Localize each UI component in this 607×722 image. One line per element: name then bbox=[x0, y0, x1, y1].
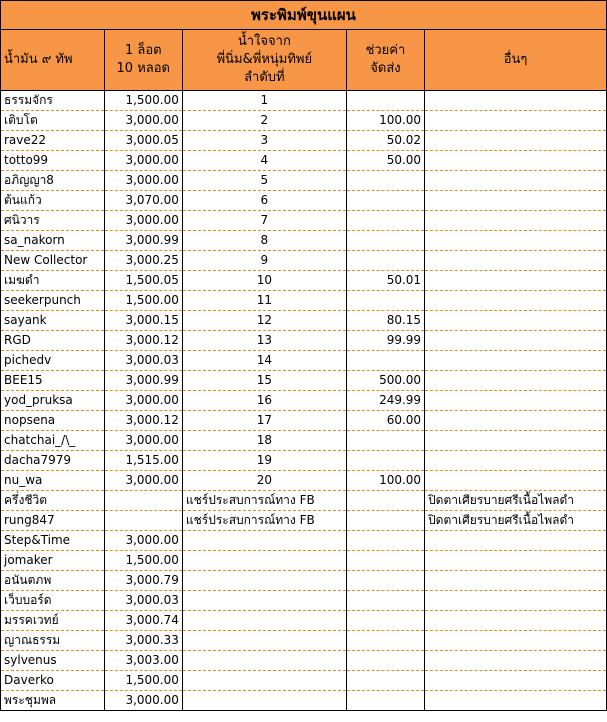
cell-name[interactable]: totto99 bbox=[1, 151, 105, 171]
cell-name[interactable]: เมฆดำ bbox=[1, 271, 105, 291]
table-row bbox=[1, 591, 607, 611]
cell-other[interactable] bbox=[425, 351, 607, 371]
cell-price[interactable]: 3,000.79 bbox=[104, 571, 182, 591]
cell-ship[interactable]: 80.15 bbox=[346, 311, 424, 331]
cell-price[interactable]: 3,000.00 bbox=[104, 471, 182, 491]
cell-price[interactable]: 3,000.99 bbox=[104, 231, 182, 251]
cell-order[interactable]: 17 bbox=[182, 411, 346, 431]
cell-ship[interactable] bbox=[346, 611, 424, 631]
cell-price[interactable]: 3,000.05 bbox=[104, 131, 182, 151]
table-row bbox=[1, 511, 607, 531]
cell-other[interactable] bbox=[425, 91, 607, 111]
header-price[interactable] bbox=[104, 30, 182, 91]
cell-price[interactable]: 3,000.33 bbox=[104, 631, 182, 651]
cell-price[interactable]: 3,000.03 bbox=[104, 351, 182, 371]
cell-price[interactable]: 3,000.00 bbox=[104, 211, 182, 231]
table-row bbox=[1, 471, 607, 491]
cell-price[interactable]: 3,000.74 bbox=[104, 611, 182, 631]
cell-order[interactable]: 1 bbox=[182, 91, 346, 111]
table-row bbox=[1, 191, 607, 211]
table-row bbox=[1, 291, 607, 311]
header-ship[interactable] bbox=[346, 30, 424, 91]
cell-order[interactable]: 13 bbox=[182, 331, 346, 351]
cell-order[interactable]: 15 bbox=[182, 371, 346, 391]
cell-order[interactable]: 12 bbox=[182, 311, 346, 331]
cell-ship[interactable] bbox=[346, 171, 424, 191]
cell-order[interactable]: 2 bbox=[182, 111, 346, 131]
cell-order[interactable] bbox=[182, 671, 346, 691]
table-row bbox=[1, 311, 607, 331]
header-row bbox=[1, 30, 607, 91]
cell-name[interactable]: New Collector bbox=[1, 251, 105, 271]
cell-name[interactable]: BEE15 bbox=[1, 371, 105, 391]
cell-other[interactable] bbox=[425, 331, 607, 351]
cell-name[interactable]: rave22 bbox=[1, 131, 105, 151]
cell-other[interactable] bbox=[425, 311, 607, 331]
cell-order[interactable]: แชร์ประสบการณ์ทาง FB bbox=[182, 511, 346, 531]
table-row bbox=[1, 251, 607, 271]
cell-name[interactable]: sayank bbox=[1, 311, 105, 331]
cell-name[interactable]: rung847 bbox=[1, 511, 105, 531]
cell-ship[interactable]: 50.00 bbox=[346, 151, 424, 171]
table-row bbox=[1, 671, 607, 691]
cell-ship[interactable] bbox=[346, 431, 424, 451]
table-row bbox=[1, 271, 607, 291]
cell-ship[interactable] bbox=[346, 531, 424, 551]
cell-price[interactable] bbox=[104, 511, 182, 531]
cell-order[interactable]: 6 bbox=[182, 191, 346, 211]
cell-other[interactable] bbox=[425, 231, 607, 251]
cell-price[interactable]: 1,500.00 bbox=[104, 91, 182, 111]
table-row bbox=[1, 111, 607, 131]
table-row bbox=[1, 551, 607, 571]
table-row bbox=[1, 131, 607, 151]
cell-order[interactable]: 9 bbox=[182, 251, 346, 271]
cell-order[interactable] bbox=[182, 651, 346, 671]
cell-order[interactable]: 7 bbox=[182, 211, 346, 231]
cell-other[interactable] bbox=[425, 291, 607, 311]
cell-name[interactable]: ญาณธรรม bbox=[1, 631, 105, 651]
cell-price[interactable] bbox=[104, 491, 182, 511]
cell-ship[interactable] bbox=[346, 511, 424, 531]
cell-other[interactable] bbox=[425, 531, 607, 551]
cell-ship[interactable]: 500.00 bbox=[346, 371, 424, 391]
cell-price[interactable]: 3,000.00 bbox=[104, 691, 182, 711]
cell-order[interactable]: 10 bbox=[182, 271, 346, 291]
cell-price[interactable]: 1,515.00 bbox=[104, 451, 182, 471]
table-row bbox=[1, 431, 607, 451]
table-row bbox=[1, 631, 607, 651]
cell-order[interactable]: 19 bbox=[182, 451, 346, 471]
cell-name[interactable]: sylvenus bbox=[1, 651, 105, 671]
cell-name[interactable]: เติบโต bbox=[1, 111, 105, 131]
cell-name[interactable]: พระชุมพล bbox=[1, 691, 105, 711]
cell-ship[interactable]: 60.00 bbox=[346, 411, 424, 431]
cell-price[interactable]: 3,000.00 bbox=[104, 171, 182, 191]
cell-name[interactable]: seekerpunch bbox=[1, 291, 105, 311]
cell-name[interactable]: อภิญญา8 bbox=[1, 171, 105, 191]
header-price-line2: 10 หลอด bbox=[116, 61, 170, 76]
cell-ship[interactable] bbox=[346, 291, 424, 311]
table-row bbox=[1, 231, 607, 251]
cell-order[interactable] bbox=[182, 631, 346, 651]
cell-name[interactable]: เว็บบอร์ด bbox=[1, 591, 105, 611]
cell-price[interactable]: 1,500.05 bbox=[104, 271, 182, 291]
cell-name[interactable]: chatchai_/\_ bbox=[1, 431, 105, 451]
table-row bbox=[1, 411, 607, 431]
cell-ship[interactable] bbox=[346, 91, 424, 111]
table-row bbox=[1, 171, 607, 191]
cell-price[interactable]: 3,003.00 bbox=[104, 651, 182, 671]
cell-price[interactable]: 3,000.00 bbox=[104, 391, 182, 411]
table-row bbox=[1, 351, 607, 371]
cell-order[interactable] bbox=[182, 571, 346, 591]
table-body bbox=[1, 91, 607, 711]
header-ship-line1: ช่วยค่า bbox=[365, 43, 406, 58]
cell-order[interactable]: 4 bbox=[182, 151, 346, 171]
cell-other[interactable] bbox=[425, 671, 607, 691]
table-row bbox=[1, 531, 607, 551]
cell-order[interactable]: 8 bbox=[182, 231, 346, 251]
cell-other[interactable] bbox=[425, 691, 607, 711]
cell-other[interactable] bbox=[425, 211, 607, 231]
cell-name[interactable]: sa_nakorn bbox=[1, 231, 105, 251]
cell-other[interactable] bbox=[425, 591, 607, 611]
sheet-title[interactable]: พระพิมพ์ขุนแผน bbox=[1, 1, 607, 30]
cell-order[interactable] bbox=[182, 591, 346, 611]
cell-price[interactable]: 3,000.00 bbox=[104, 531, 182, 551]
cell-name[interactable]: ธรรมจักร bbox=[1, 91, 105, 111]
cell-other[interactable] bbox=[425, 191, 607, 211]
cell-order[interactable]: 5 bbox=[182, 171, 346, 191]
cell-ship[interactable]: 249.99 bbox=[346, 391, 424, 411]
cell-name[interactable]: nopsena bbox=[1, 411, 105, 431]
table-row bbox=[1, 151, 607, 171]
cell-other[interactable]: ปิดตาเศียรบายศรีเนื้อไพลดำ bbox=[425, 511, 607, 531]
cell-other[interactable] bbox=[425, 571, 607, 591]
table-row bbox=[1, 331, 607, 351]
header-ship-line2: จัดส่ง bbox=[370, 61, 401, 76]
header-order-line2: พี่นิ่ม&พี่หนุ่มทิพย์ bbox=[216, 52, 313, 67]
cell-name[interactable]: ศนิวาร bbox=[1, 211, 105, 231]
cell-order[interactable]: 20 bbox=[182, 471, 346, 491]
cell-other[interactable] bbox=[425, 391, 607, 411]
cell-name[interactable]: ต้นแก้ว bbox=[1, 191, 105, 211]
cell-order[interactable] bbox=[182, 691, 346, 711]
cell-ship[interactable] bbox=[346, 451, 424, 471]
cell-price[interactable]: 3,000.12 bbox=[104, 331, 182, 351]
cell-ship[interactable]: 100.00 bbox=[346, 471, 424, 491]
header-order[interactable] bbox=[182, 30, 346, 91]
cell-other[interactable] bbox=[425, 631, 607, 651]
cell-ship[interactable] bbox=[346, 211, 424, 231]
cell-other[interactable] bbox=[425, 471, 607, 491]
cell-ship[interactable] bbox=[346, 691, 424, 711]
cell-order[interactable]: 16 bbox=[182, 391, 346, 411]
table-row bbox=[1, 91, 607, 111]
cell-price[interactable]: 1,500.00 bbox=[104, 291, 182, 311]
cell-ship[interactable] bbox=[346, 671, 424, 691]
cell-other[interactable] bbox=[425, 151, 607, 171]
cell-name[interactable]: dacha7979 bbox=[1, 451, 105, 471]
cell-price[interactable]: 3,000.15 bbox=[104, 311, 182, 331]
table-row bbox=[1, 371, 607, 391]
table-row bbox=[1, 611, 607, 631]
cell-ship[interactable] bbox=[346, 551, 424, 571]
cell-price[interactable]: 3,000.00 bbox=[104, 151, 182, 171]
cell-other[interactable] bbox=[425, 451, 607, 471]
cell-other[interactable] bbox=[425, 251, 607, 271]
cell-ship[interactable]: 99.99 bbox=[346, 331, 424, 351]
cell-ship[interactable] bbox=[346, 491, 424, 511]
cell-name[interactable]: jomaker bbox=[1, 551, 105, 571]
cell-order[interactable]: 11 bbox=[182, 291, 346, 311]
cell-name[interactable]: Daverko bbox=[1, 671, 105, 691]
table-row bbox=[1, 451, 607, 471]
header-order-line3: ลำดับที่ bbox=[244, 70, 285, 85]
cell-ship[interactable] bbox=[346, 251, 424, 271]
cell-order[interactable]: 18 bbox=[182, 431, 346, 451]
table-row bbox=[1, 571, 607, 591]
cell-order[interactable]: 3 bbox=[182, 131, 346, 151]
cell-other[interactable] bbox=[425, 411, 607, 431]
cell-other[interactable] bbox=[425, 271, 607, 291]
cell-other[interactable] bbox=[425, 371, 607, 391]
cell-other[interactable] bbox=[425, 431, 607, 451]
cell-ship[interactable]: 100.00 bbox=[346, 111, 424, 131]
cell-name[interactable]: pichedv bbox=[1, 351, 105, 371]
cell-price[interactable]: 3,000.99 bbox=[104, 371, 182, 391]
cell-ship[interactable] bbox=[346, 231, 424, 251]
cell-other[interactable] bbox=[425, 171, 607, 191]
cell-ship[interactable] bbox=[346, 591, 424, 611]
header-order-line1: น้ำใจจาก bbox=[237, 34, 291, 49]
cell-other[interactable] bbox=[425, 651, 607, 671]
cell-other[interactable] bbox=[425, 131, 607, 151]
cell-name[interactable]: Step&Time bbox=[1, 531, 105, 551]
cell-ship[interactable]: 50.02 bbox=[346, 131, 424, 151]
header-other[interactable]: อื่นๆ bbox=[425, 30, 607, 91]
cell-other[interactable] bbox=[425, 111, 607, 131]
cell-price[interactable]: 3,000.00 bbox=[104, 431, 182, 451]
cell-ship[interactable] bbox=[346, 631, 424, 651]
cell-order[interactable] bbox=[182, 611, 346, 631]
cell-price[interactable]: 3,000.03 bbox=[104, 591, 182, 611]
table-row bbox=[1, 391, 607, 411]
cell-price[interactable]: 3,000.25 bbox=[104, 251, 182, 271]
cell-order[interactable]: 14 bbox=[182, 351, 346, 371]
table-row bbox=[1, 491, 607, 511]
cell-ship[interactable]: 50.01 bbox=[346, 271, 424, 291]
cell-order[interactable]: แชร์ประสบการณ์ทาง FB bbox=[182, 491, 346, 511]
cell-name[interactable]: RGD bbox=[1, 331, 105, 351]
cell-price[interactable]: 3,000.00 bbox=[104, 111, 182, 131]
header-name[interactable]: น้ำมัน ๙ ทัพ bbox=[1, 30, 105, 91]
cell-name[interactable]: อนันตภพ bbox=[1, 571, 105, 591]
cell-other[interactable] bbox=[425, 611, 607, 631]
cell-name[interactable]: มรรคเวทย์ bbox=[1, 611, 105, 631]
cell-name[interactable]: nu_wa bbox=[1, 471, 105, 491]
cell-order[interactable] bbox=[182, 551, 346, 571]
cell-ship[interactable] bbox=[346, 651, 424, 671]
title-row bbox=[1, 1, 607, 30]
cell-price[interactable]: 3,070.00 bbox=[104, 191, 182, 211]
table-row bbox=[1, 651, 607, 671]
table-row bbox=[1, 211, 607, 231]
cell-price[interactable]: 1,500.00 bbox=[104, 551, 182, 571]
cell-ship[interactable] bbox=[346, 351, 424, 371]
cell-ship[interactable] bbox=[346, 571, 424, 591]
cell-name[interactable]: yod_pruksa bbox=[1, 391, 105, 411]
cell-other[interactable]: ปิดตาเศียรบายศรีเนื้อไพลดำ bbox=[425, 491, 607, 511]
cell-other[interactable] bbox=[425, 551, 607, 571]
cell-order[interactable] bbox=[182, 531, 346, 551]
table-row bbox=[1, 691, 607, 711]
header-price-line1: 1 ล็อต bbox=[124, 43, 162, 58]
cell-name[interactable]: ครึ่งชีวิต bbox=[1, 491, 105, 511]
cell-ship[interactable] bbox=[346, 191, 424, 211]
cell-price[interactable]: 3,000.12 bbox=[104, 411, 182, 431]
cell-price[interactable]: 1,500.00 bbox=[104, 671, 182, 691]
